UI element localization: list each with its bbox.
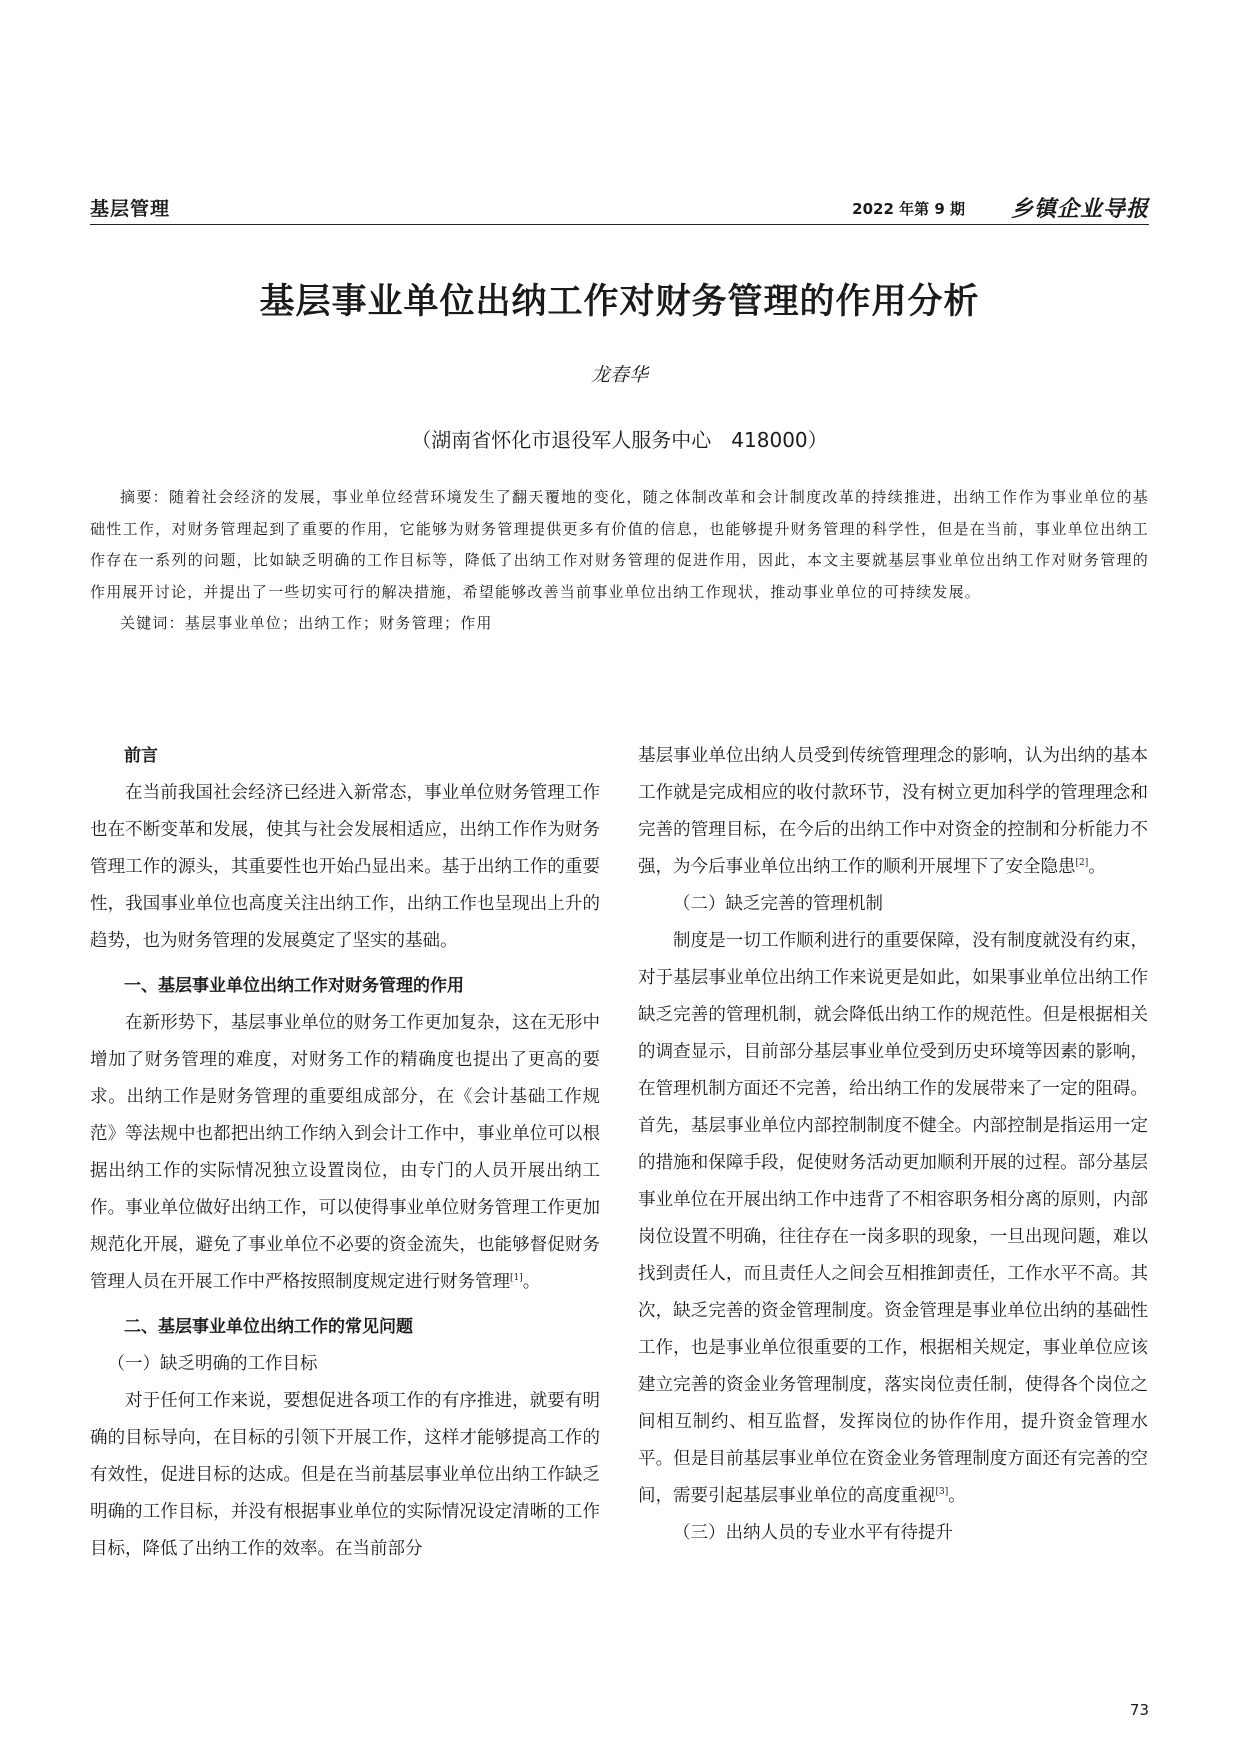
preface-heading: 前言: [124, 746, 158, 766]
section-label: 基层管理: [90, 198, 171, 220]
preface-paragraph: 在当前我国社会经济已经进入新常态，事业单位财务管理工作也在不断变革和发展，使其与社会发展相适应，出纳工作作为财务管理工作的源头，其重要性也开始凸显出来。基于出纳工作的重要性，我国事业单位也高度关注出纳工作，出纳工作也呈现出上升的趋势，也为财务管理的发展奠定了坚实的基础。: [90, 783, 600, 951]
section-heading-1: 一、基层事业单位出纳工作对财务管理的作用: [124, 976, 464, 996]
subsection-heading-2-1: （一）缺乏明确的工作目标: [107, 1354, 318, 1374]
article-title: 基层事业单位出纳工作对财务管理的作用分析: [259, 282, 980, 322]
subsection-heading-2-2: （二）缺乏完善的管理机制: [673, 894, 883, 914]
author-name: 龙春华: [590, 364, 648, 386]
issue-label: 2022 年第 9 期: [852, 200, 965, 218]
section-1-paragraph: 在新形势下，基层事业单位的财务工作更加复杂，这在无形中增加了财务管理的难度，对财务工作的精确度也提出了更高的要求。出纳工作是财务管理的重要组成部分，在《会计基础工作规范》等法规中也都把出纳工作纳入到会计工作中，事业单位可以根据出纳工作的实际情况独立设置岗位，由专门的人员开展出纳工作。事业单位做好出纳工作，可以使得事业单位财务管理工作更加规范化开展，避免了事业单位不必要的资金流失，也能够督促财务管理人员在开展工作中严格按照制度规定进行财务管理[1]。: [90, 1013, 600, 1292]
journal-name: 乡镇企业导报: [1010, 197, 1149, 222]
left-column: [90, 738, 600, 1568]
running-header: [90, 194, 1149, 225]
keywords-text: 关键词：基层事业单位；出纳工作；财务管理；作用: [120, 614, 493, 632]
continued-paragraph: 基层事业单位出纳人员受到传统管理理念的影响，认为出纳的基本工作就是完成相应的收付款环节，没有树立更加科学的管理理念和完善的管理目标，在今后的出纳工作中对资金的控制和分析能力不强，为今后事业单位出纳工作的顺利开展埋下了安全隐患[2]。: [638, 746, 1148, 877]
subsection-heading-2-3: （三）出纳人员的专业水平有待提升: [673, 1523, 953, 1543]
citation-ref: [3]: [935, 1487, 949, 1498]
citation-ref: [1]: [510, 1273, 523, 1284]
subsection-2-1-paragraph: 对于任何工作来说，要想促进各项工作的有序推进，就要有明确的目标导向，在目标的引领下开展工作，这样才能够提高工作的有效性，促进目标的达成。但是在当前基层事业单位出纳工作缺乏明确的工作目标，并没有根据事业单位的实际情况设定清晰的工作目标，降低了出纳工作的效率。在当前部分: [90, 1391, 600, 1559]
author-affiliation: （湖南省怀化市退役军人服务中心 418000）: [411, 428, 828, 452]
section-heading-2: 二、基层事业单位出纳工作的常见问题: [124, 1317, 413, 1337]
abstract-text: 摘要：随着社会经济的发展，事业单位经营环境发生了翻天覆地的变化，随之体制改革和会计制度改革的持续推进，出纳工作作为事业单位的基础性工作，对财务管理起到了重要的作用，它能够为财务管理提供更多有价值的信息，也能够提升财务管理的科学性，但是在当前，事业单位出纳工作存在一系列的问题，比如缺乏明确的工作目标等，降低了出纳工作对财务管理的促进作用，因此，本文主要就基层事业单位出纳工作对财务管理的作用展开讨论，并提出了一些切实可行的解决措施，希望能够改善当前事业单位出纳工作现状，推动事业单位的可持续发展。: [90, 488, 1149, 601]
citation-ref: [2]: [1075, 858, 1089, 869]
page-number: 73: [1129, 1701, 1149, 1719]
right-column: [638, 738, 1148, 1552]
abstract-block: [90, 482, 1149, 640]
subsection-2-2-paragraph: 制度是一切工作顺利进行的重要保障，没有制度就没有约束，对于基层事业单位出纳工作来说更是如此，如果事业单位出纳工作缺乏完善的管理机制，就会降低出纳工作的规范性。但是根据相关的调查显示，目前部分基层事业单位受到历史环境等因素的影响，在管理机制方面还不完善，给出纳工作的发展带来了一定的阻碍。首先，基层事业单位内部控制制度不健全。内部控制是指运用一定的措施和保障手段，促使财务活动更加顺利开展的过程。部分基层事业单位在开展出纳工作中违背了不相容职务相分离的原则，内部岗位设置不明确，往往存在一岗多职的现象，一旦出现问题，难以找到责任人，而且责任人之间会互相推卸责任，工作水平不高。其次，缺乏完善的资金管理制度。资金管理是事业单位出纳的基础性工作，也是事业单位很重要的工作，根据相关规定，事业单位应该建立完善的资金业务管理制度，落实岗位责任制，使得各个岗位之间相互制约、相互监督，发挥岗位的协作作用，提升资金管理水平。但是目前基层事业单位在资金业务管理制度方面还有完善的空间，需要引起基层事业单位的高度重视[3]。: [638, 931, 1148, 1506]
